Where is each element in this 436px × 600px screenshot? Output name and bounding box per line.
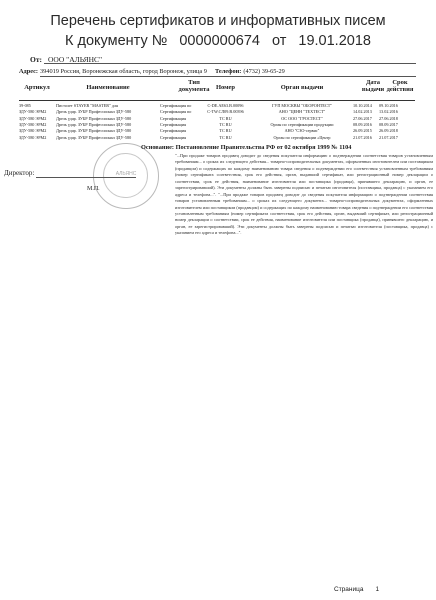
cell-valid-until: 08.09.2017	[379, 121, 398, 127]
col-header-number: Номер	[215, 84, 236, 91]
cell-issue-date: 27.06.2017	[353, 115, 372, 121]
cell-number: ТС RU	[219, 121, 232, 127]
cell-issuer: АНО "СЗО-сервис"	[284, 128, 320, 134]
cell-valid-until: 26.09.2018	[379, 128, 398, 134]
cell-issuer: Орган по сертификации продукции	[270, 121, 334, 127]
cell-number: ТС RU	[219, 115, 232, 121]
cell-article: 39-085	[19, 103, 31, 108]
col-header-name: Наименование	[86, 84, 130, 91]
legal-text: "...При продаже товаров продавец доводит до сведения покупателя информацию о подтверждении соответствия товаров установленным требованиям... о сроках их следующего действия... товарно-сопроводительных документах, оформленных изготовителем или поставщиком (продавцом) и содержащих по каждому наименованию товара сведения о подтверждении его соответствия установленным требованиям (номер сертификата соответствия, срок его действия, орган, выдавший сертификат, или регистрационный номер декларации о соответствии, срок ее действия, наименование изготовителя или поставщика (продавца), принявшего декларацию, и орган, ее зарегистрировавший). Эти документы должны быть заверены подписью и печатью изготовителя (поставщика, продавца) с указанием его адреса и телефона...". "...При продаже товаров продавец доводит до сведения покупателя информацию о подтверждении соответствия товаров установленным требованиям... о сроках их следующего документа... товарно-сопроводительных документах, оформленных изготовителем или поставщиком (продавцом) и содержащих по каждому наименованию товара сведения о подтверждении его соответствия установленным требованиям (номер сертификата соответствия, срок его действия, орган, выдавший сертификат, или регистрационный номер декларации о соответствии, срок ее действия, наименование изготовителя или поставщика (продавца), принявшего декларацию, и орган, ее зарегистрировавший). Эти документы должны быть заверены подписью и печатью изготовителя (поставщика, продавца) с указанием его адреса и телефона...".	[175, 153, 433, 236]
cell-valid-until: 27.06.2018	[379, 115, 398, 121]
col-header-article: Артикул	[24, 84, 50, 91]
director-signature-line	[36, 177, 136, 178]
header-rule	[19, 100, 415, 101]
cell-name: Дрель удар. ЗУБР Профессионал ЗДУ-580	[56, 115, 132, 121]
cell-doc-type: Сертификация	[160, 128, 187, 134]
address-value: 394019 Россия, Воронежская область, город Воронеж, улица 9	[40, 68, 207, 75]
col-header-doc-type: Тип документа	[178, 79, 210, 94]
page-number: 1	[375, 586, 380, 593]
cell-number: ТС RU	[219, 128, 232, 134]
cell-doc-type: Сертификация по	[160, 109, 192, 115]
page-footer	[334, 586, 379, 593]
col-header-valid-until: Срок действия	[386, 79, 414, 94]
document-reference	[0, 34, 436, 49]
page-label: Страница	[334, 586, 364, 593]
address-label: Адрес:	[19, 68, 38, 75]
cell-name: Дрель удар. ЗУБР Профессионал ЗДУ-580	[56, 121, 132, 127]
address-line	[19, 68, 285, 75]
cell-issue-date: 26.09.2015	[353, 128, 372, 134]
cell-article: ЗДУ-580 ЭРМ2	[19, 109, 47, 115]
cell-doc-type: Сертификация	[160, 121, 187, 127]
stamp-place-label: М.П.	[87, 186, 100, 192]
cell-issue-date: 14.02.2013	[353, 109, 372, 115]
cell-article: ЗДУ-580 ЭРМ2	[19, 134, 47, 140]
cell-number: ТС RU	[219, 134, 232, 140]
from-underline	[44, 63, 416, 64]
date-label: от	[271, 33, 287, 49]
cell-issuer: Орган по сертификации «Центр	[273, 134, 331, 140]
cell-name: Дрель удар. ЗУБР Профессионал ЗДУ-580	[56, 128, 132, 134]
from-label: От:	[30, 55, 43, 64]
cell-doc-type: Сертификация по	[160, 103, 192, 108]
cell-issue-date: 10.10.2014	[353, 103, 372, 108]
cell-issue-date: 21.07.2016	[353, 134, 372, 140]
cell-name: Дрель удар. ЗУБР Профессионал ЗДУ-580	[56, 109, 132, 115]
cell-number: С-DE.AE63.B.00096	[207, 103, 244, 108]
phone-label: Телефон:	[214, 68, 242, 75]
cell-issuer: ОС ООО "ГРОСТЕСТ"	[281, 115, 323, 121]
doc-label: К документу №	[65, 33, 168, 49]
cell-article: ЗДУ-580 ЭРМ2	[19, 128, 47, 134]
doc-date: 19.01.2018	[298, 33, 371, 49]
cell-valid-until: 09.10.2016	[379, 103, 398, 108]
document-title: Перечень сертификатов и информативных писем	[50, 13, 386, 29]
table-row	[19, 135, 419, 143]
col-header-issue-date: Дата выдачи	[361, 79, 385, 94]
company-stamp	[93, 143, 159, 209]
cell-valid-until: 13.02.2016	[379, 109, 398, 115]
stamp-text: АЛЬЯНС	[115, 171, 137, 177]
cell-name: Пистолет STAYER "MASTER" для	[56, 103, 118, 108]
cell-issuer: АНО "ЦЕНН "ТЕХТЕСТ"	[278, 109, 326, 115]
phone-value: (4732) 39-65-29	[243, 68, 285, 75]
cell-article: ЗДУ-580 ЭРМ2	[19, 121, 47, 127]
address-underline	[40, 76, 416, 77]
cell-article: ЗДУ-580 ЭРМ2	[19, 115, 47, 121]
legal-basis: Основание: Постановление Правительства РФ от 02 октября 1999 № 1104	[141, 144, 352, 151]
cell-issuer: ГУП МОСКВЫ "ОБОРОНТЕСТ"	[271, 103, 333, 108]
cell-doc-type: Сертификация	[160, 134, 187, 140]
from-value: ООО "АЛЬЯНС"	[48, 55, 103, 64]
cell-name: Дрель удар. ЗУБР Профессионал ЗДУ-580	[56, 134, 132, 140]
cell-valid-until: 21.07.2017	[379, 134, 398, 140]
col-header-issuer: Орган выдачи	[280, 84, 324, 91]
cell-issue-date: 08.09.2016	[353, 121, 372, 127]
doc-number: 0000000674	[179, 33, 260, 49]
cell-number: С-TW.СЛ09.В.00396	[207, 109, 244, 115]
director-label: Директор:	[4, 169, 35, 177]
cell-doc-type: Сертификация	[160, 115, 187, 121]
